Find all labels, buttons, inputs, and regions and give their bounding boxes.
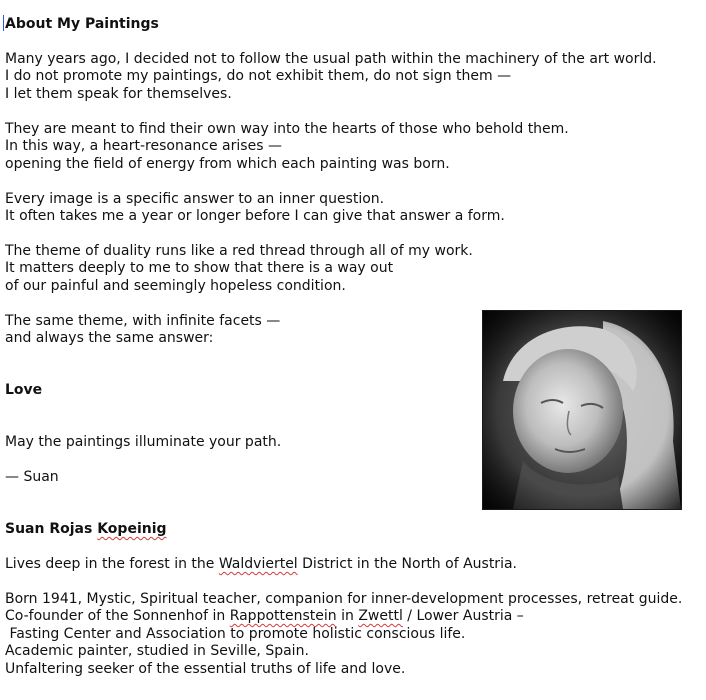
portrait-icon [483, 311, 681, 509]
paragraph-line: Every image is a specific answer to an inner question. [5, 191, 385, 207]
location-text: Lives deep in the forest in the [5, 556, 219, 572]
paragraph-line: I let them speak for themselves. [5, 86, 232, 102]
location-word: Waldviertel [218, 556, 298, 572]
author-first-name: Suan Rojas [5, 521, 98, 537]
paragraph-line: I do not promote my paintings, do not exhibit them, do not sign them — [5, 68, 512, 84]
location-line [5, 556, 517, 573]
love-heading: Love [5, 382, 43, 398]
paragraph-line: It often takes me a year or longer before I can give that answer a form. [5, 208, 505, 224]
location-text-end: District in the North of Austria. [297, 556, 517, 572]
paragraph-line: The theme of duality runs like a red thread through all of my work. [5, 243, 473, 259]
place-name: Rappottenstein [229, 608, 337, 624]
author-last-name: Kopeinig [97, 521, 167, 537]
portrait-photo[interactable] [482, 310, 682, 510]
paragraph-line: They are meant to find their own way into the hearts of those who behold them. [5, 121, 569, 137]
author-name [5, 521, 167, 538]
bio-line: Born 1941, Mystic, Spiritual teacher, companion for inner-development processes, retreat guide. [5, 591, 683, 607]
paragraph-line: The same theme, with infinite facets — [5, 313, 281, 329]
signature-line: — Suan [5, 469, 59, 485]
document-title: About My Paintings [5, 16, 159, 32]
paragraph-line: It matters deeply to me to show that there is a way out [5, 260, 394, 276]
bio-text: in [336, 608, 359, 624]
bio-line: Unfaltering seeker of the essential truths of life and love. [5, 661, 406, 677]
place-name: Zwettl [358, 608, 403, 624]
paragraph-line: of our painful and seemingly hopeless condition. [5, 278, 346, 294]
bio-line: Academic painter, studied in Seville, Spain. [5, 643, 309, 659]
wish-line: May the paintings illuminate your path. [5, 434, 282, 450]
bio-line [5, 608, 524, 625]
bio-line: Fasting Center and Association to promote holistic conscious life. [5, 626, 466, 642]
text-caret [3, 15, 4, 31]
bio-text: Co-founder of the Sonnenhof in [5, 608, 230, 624]
bio-text: / Lower Austria – [402, 608, 524, 624]
paragraph-line: and always the same answer: [5, 330, 214, 346]
paragraph-line: In this way, a heart-resonance arises — [5, 138, 282, 154]
paragraph-line: Many years ago, I decided not to follow the usual path within the machinery of the art world. [5, 51, 657, 67]
paragraph-line: opening the field of energy from which each painting was born. [5, 156, 450, 172]
